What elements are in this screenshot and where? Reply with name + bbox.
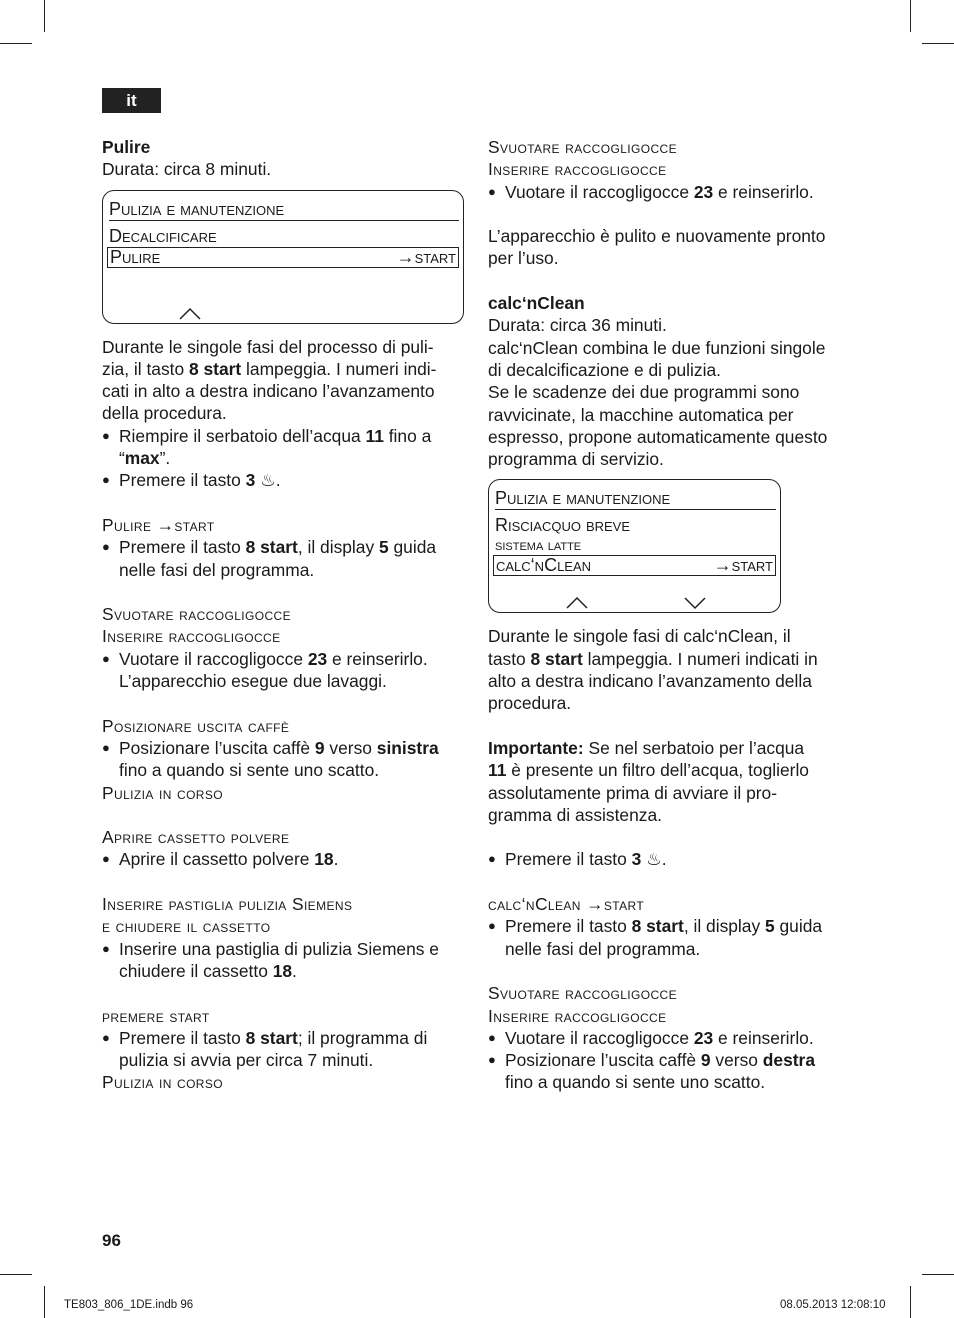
crop-mark [0,1274,32,1275]
display-title: Pulizia e manutenzione [109,191,459,221]
step-heading: Posizionare uscita caffè [102,715,290,736]
bullet-item: ● Vuotare il raccogligocce 23 e reinserirlo. [488,1027,854,1049]
display-line: Risciacquo breve [495,515,631,536]
bullet-item: ● Inserire una pastiglia di pulizia Siemens e chiudere il cassetto 18. [102,938,464,983]
section-title: Pulire [102,137,151,157]
footer-timestamp: 08.05.2013 12:08:10 [780,1299,886,1311]
step-heading: calc‘nClean →start [488,894,645,915]
crop-mark [922,43,954,44]
step-heading: Pulizia in corso [102,782,224,803]
crop-mark [910,0,911,32]
crop-mark [922,1274,954,1275]
display-selected-label: Pulire [110,246,161,267]
display-panel [102,190,464,324]
step-heading: e chiudere il cassetto [102,916,271,937]
display-selected-label: calc‘nClean [496,555,592,576]
display-selected-row [107,247,459,268]
display-selected-row [493,555,776,576]
bullet-item: ● Riempire il serbatoio dell’acqua 11 fino a “max”. [102,425,464,470]
chevron-up-icon [178,307,202,321]
bullet-item: ● Premere il tasto 3 ♨. [488,848,854,870]
page-number: 96 [102,1231,121,1250]
crop-mark [44,0,45,32]
bullet-item: ● Premere il tasto 3 ♨. [102,469,464,491]
bullet-item: ● Aprire il cassetto polvere 18. [102,848,464,870]
bullet-item: ● Posizionare l’uscita caffè 9 verso sinistra fino a quando si sente uno scatto. [102,737,464,782]
display-selected-action: →start [396,246,456,267]
body-paragraph: calc‘nClean combina le due funzioni singole di decalcificazione e di pulizia. Se le scadenze dei due programmi sono ravvicinate, la macchine automatica per espresso, propone automaticamente questo programma di servizio. [488,337,828,470]
step-heading: Aprire cassetto polvere [102,827,290,848]
display-panel [488,479,781,613]
step-heading: Svuotare raccogligocce [488,983,678,1004]
important-note: Importante: Se nel serbatoio per l’acqua 11 è presente un filtro dell’acqua, toglierlo assolutamente prima di avviare il pro- gramma di assistenza. [488,737,809,825]
display-line: Decalcificare [109,225,217,246]
footer-file: TE803_806_1DE.indb 96 [64,1299,194,1311]
chevron-down-icon [683,596,707,610]
step-heading: Pulizia in corso [102,1072,224,1093]
bullet-item: ● Vuotare il raccogligocce 23 e reinserirlo. L’apparecchio esegue due lavaggi. [102,648,464,693]
language-tab: it [102,88,161,113]
bullet-item: ● Premere il tasto 8 start; il programma di pulizia si avvia per circa 7 minuti. [102,1027,464,1072]
display-selected-action: →start [713,555,773,576]
bullet-item: ● Premere il tasto 8 start, il display 5 guida nelle fasi del programma. [488,915,854,960]
step-heading: Inserire raccogligocce [488,1005,667,1026]
step-heading: Svuotare raccogligocce [488,137,678,157]
step-heading: Inserire pastiglia pulizia Siemens [102,894,353,915]
left-column [102,136,464,1094]
display-title: Pulizia e manutenzione [495,480,776,510]
body-paragraph: Durante le singole fasi di calc‘nClean, il tasto 8 start lampeggia. I numeri indicati in alto a destra indicano l’avanzamento della procedura. [488,626,818,714]
crop-mark [44,1286,45,1318]
body-paragraph: L’apparecchio è pulito e nuovamente pronto per l’uso. [488,226,826,269]
step-heading: Svuotare raccogligocce [102,604,292,625]
bullet-item: ● Premere il tasto 8 start, il display 5 guida nelle fasi del programma. [102,536,464,581]
chevron-up-icon [565,596,589,610]
display-line: sistema latte [495,537,582,555]
bullet-item: ● Posizionare l’uscita caffè 9 verso destra fino a quando si sente uno scatto. [488,1049,854,1094]
bullet-item: ● Vuotare il raccogligocce 23 e reinserirlo. [488,181,854,203]
crop-mark [910,1286,911,1318]
section-title: calc‘nClean [488,293,585,314]
duration-text: Durata: circa 36 minuti. [488,315,667,336]
crop-mark [0,43,32,44]
step-heading: Inserire raccogligocce [102,626,281,647]
step-heading: Pulire →start [102,514,215,535]
step-heading: premere start [102,1005,210,1026]
step-heading: Inserire raccogligocce [488,159,667,180]
right-column [488,136,854,1094]
duration-text: Durata: circa 8 minuti. [102,159,272,180]
intro-paragraph: Durante le singole fasi del processo di puli- zia, il tasto 8 start lampeggia. I numeri indi- cati in alto a destra indicano l’avanzamento della procedura. [102,336,437,424]
